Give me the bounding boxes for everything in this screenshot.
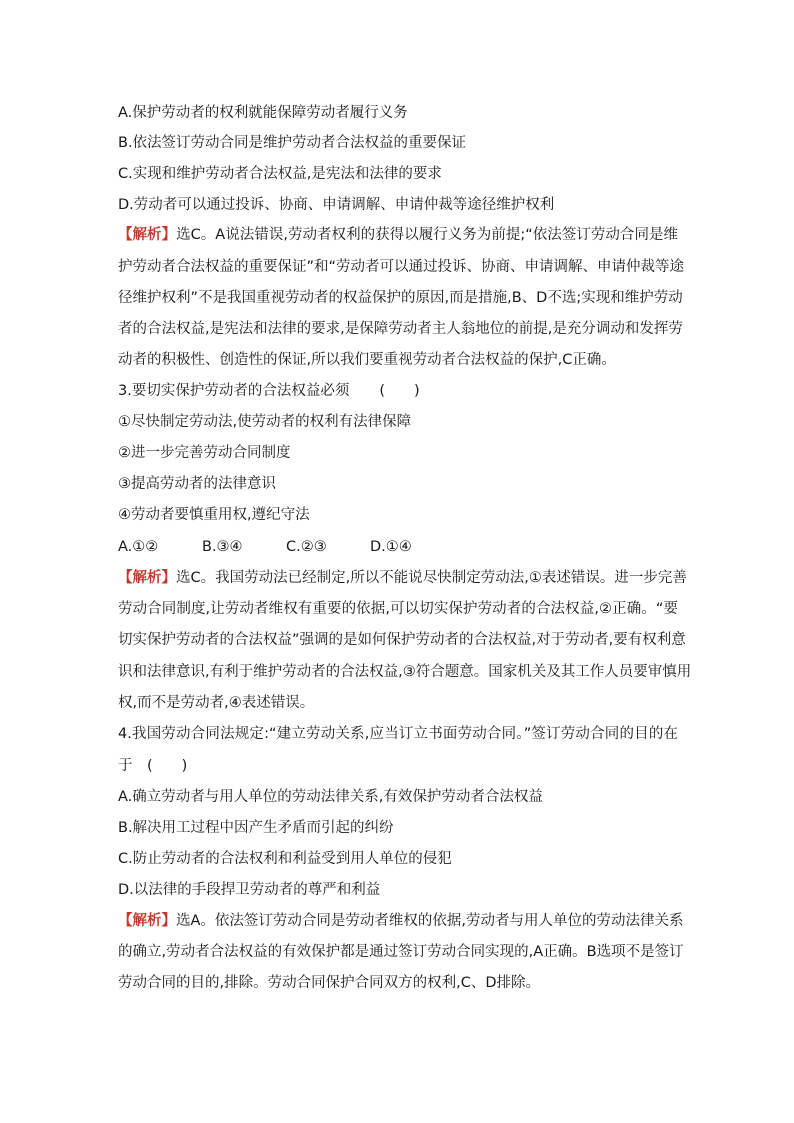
analysis-tag: 【解析】 <box>118 227 177 243</box>
q3-statement: ③提高劳动者的法律意识 <box>118 476 276 492</box>
q3-choice-d: D.①④ <box>370 539 412 555</box>
q4-option-b: B.解决用工过程中因产生矛盾而引起的纠纷 <box>118 820 394 836</box>
q3-statement: ④劳动者要慎重用权,遵纪守法 <box>118 507 310 523</box>
q3-choice-b: B.③④ <box>202 539 243 555</box>
analysis-tag: 【解析】 <box>118 913 176 929</box>
q4-option-d: D.以法律的手段捍卫劳动者的尊严和利益 <box>118 882 381 898</box>
q2-analysis-line: 者的合法权益,是宪法和法律的要求,是保障劳动者主人翁地位的前提,是充分调动和发挥劳 <box>118 321 683 337</box>
q4-option-c: C.防止劳动者的合法权利和利益受到用人单位的侵犯 <box>118 851 452 867</box>
q2-option-d: D.劳动者可以通过投诉、协商、申请调解、申请仲裁等途径维护权利 <box>118 197 555 213</box>
q2-analysis-line: 【解析】选C。A说法错误,劳动者权利的获得以履行义务为前提;“依法签订劳动合同是维 <box>118 227 678 243</box>
q3-stem: 3.要切实保护劳动者的合法权益必须 ( ) <box>118 383 420 399</box>
analysis-tag: 【解析】 <box>118 570 176 586</box>
q4-analysis-line: 劳动合同的目的,排除。劳动合同保护合同双方的权利,C、D排除。 <box>118 975 541 991</box>
q3-analysis-line: 【解析】选C。我国劳动法已经制定,所以不能说尽快制定劳动法,①表述错误。进一步完善 <box>118 570 687 586</box>
q3-analysis-line: 劳动合同制度,让劳动者维权有重要的依据,可以切实保护劳动者的合法权益,②正确。“要 <box>118 601 678 617</box>
q3-choices <box>118 536 678 558</box>
q2-option-a: A.保护劳动者的权利就能保障劳动者履行义务 <box>118 105 408 121</box>
q4-stem: 4.我国劳动合同法规定:“建立劳动关系,应当订立书面劳动合同。”签订劳动合同的目的在 <box>118 726 678 742</box>
q3-statement: ①尽快制定劳动法,使劳动者的权利有法律保障 <box>118 414 412 430</box>
answer-bracket: ( ) <box>379 383 420 399</box>
q4-analysis-line: 的确立,劳动者合法权益的有效保护都是通过签订劳动合同实现的,A正确。B选项不是签订 <box>118 944 684 960</box>
q4-option-a: A.确立劳动者与用人单位的劳动法律关系,有效保护劳动者合法权益 <box>118 789 543 805</box>
q4-analysis-line: 【解析】选A。依法签订劳动合同是劳动者维权的依据,劳动者与用人单位的劳动法律关系 <box>118 913 684 929</box>
q2-analysis-line: 护劳动者合法权益的重要保证”和“劳动者可以通过投诉、协商、申请调解、申请仲裁等途 <box>118 259 685 275</box>
q3-choice-a: A.①② <box>118 539 159 555</box>
q3-analysis-line: 权,而不是劳动者,④表述错误。 <box>118 695 315 711</box>
q2-analysis-line: 径维护权利”不是我国重视劳动者的权益保护的原因,而是措施,B、D不选;实现和维护劳动 <box>118 290 683 306</box>
q4-stem: 于 ( ) <box>118 758 188 774</box>
q2-option-b: B.依法签订劳动合同是维护劳动者合法权益的重要保证 <box>118 135 467 151</box>
q2-option-c: C.实现和维护劳动者合法权益,是宪法和法律的要求 <box>118 166 442 182</box>
q2-analysis-line: 动者的积极性、创造性的保证,所以我们要重视劳动者合法权益的保护,C正确。 <box>118 352 616 368</box>
q3-statement: ②进一步完善劳动合同制度 <box>118 445 291 461</box>
q3-analysis-line: 切实保护劳动者的合法权益”强调的是如何保护劳动者的合法权益,对于劳动者,要有权利意 <box>118 632 686 648</box>
q3-choice-c: C.②③ <box>286 539 327 555</box>
q3-analysis-line: 识和法律意识,有利于维护劳动者的合法权益,③符合题意。国家机关及其工作人员要审慎用 <box>118 664 692 680</box>
